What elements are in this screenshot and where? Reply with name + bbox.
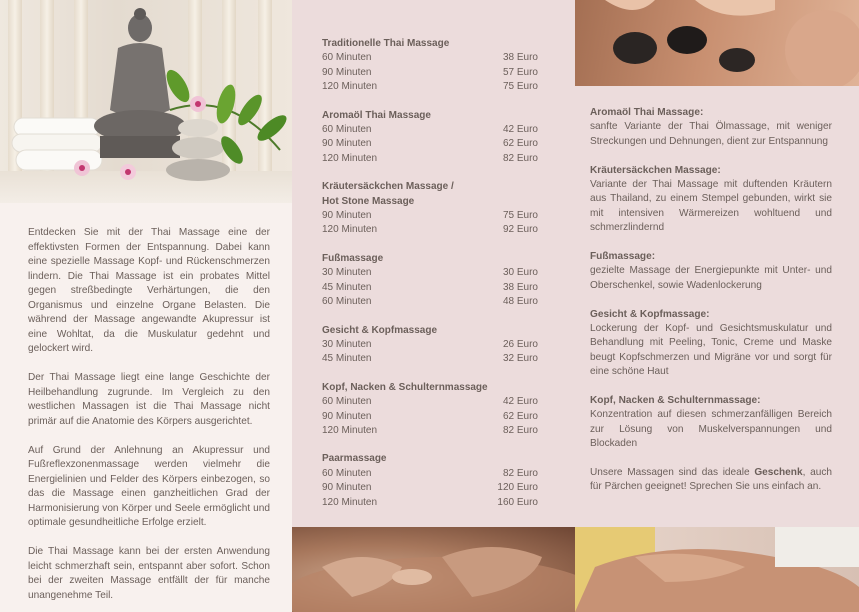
price-group bbox=[322, 37, 538, 95]
price-row bbox=[322, 295, 538, 309]
price-row bbox=[322, 352, 538, 366]
price-row bbox=[322, 281, 538, 295]
intro-paragraph: Entdecken Sie mit der Thai Massage eine der effektivsten Formen der Entspannung. Dabei kann eine spezielle Massage Kopf- und Rückenschmerzen lindern. Die Thai Massage ist ein probates Mittel gegen streßbedingte Verhärtungen, die den Organismus und einzelne Organe Belasten. Die während der Massage angewandte Akupressur ist eine Wohltat, da die Muskulatur gedehnt und gelockert wird. bbox=[28, 227, 270, 354]
price-group bbox=[322, 324, 538, 367]
price-row bbox=[322, 410, 538, 424]
price-row bbox=[322, 209, 538, 223]
duration: 90 Minuten bbox=[322, 138, 372, 150]
description-heading: Kräutersäckchen Massage: bbox=[590, 164, 721, 176]
price-group-title: Paarmassage bbox=[322, 453, 387, 465]
price: 82 Euro bbox=[502, 424, 538, 436]
price-row bbox=[322, 137, 538, 151]
intro-paragraph: Auf Grund der Anlehnung an Akupressur und Fußreflexzonenmassage werden vielmehr die Energielinien und Felder des Körpers einbezogen, so das die Massage einen ganzheitlichen Grad der Harmonisierung von Körper und Seele ermöglicht und optimale gesundheitliche Erfolge erzielt. bbox=[28, 444, 270, 528]
back-massage-photo bbox=[292, 527, 575, 612]
left-column bbox=[0, 0, 292, 612]
description-text: Variante der Thai Massage mit duftenden Kräutern aus Thailand, zu einem Stempel gebunden, wirkt sie mit intensiven Wärmereizen wohltuend und schmerzlindernd bbox=[590, 179, 832, 234]
intro-paragraph: Die Thai Massage kann bei der ersten Anwendung leicht schmerzhaft sein, entspannt aber sofort. Schon bei der zweiten Massage entfällt der für manche unangenehme Teil. bbox=[28, 546, 270, 601]
price: 42 Euro bbox=[502, 396, 538, 408]
description-text: gezielte Massage der Energiepunkte mit Unter- und Oberschenkel, sowie Wadenlockerung bbox=[590, 265, 832, 291]
duration: 45 Minuten bbox=[322, 281, 372, 293]
price-row bbox=[322, 80, 538, 94]
price-group-title: Aromaöl Thai Massage bbox=[322, 109, 431, 121]
duration: 90 Minuten bbox=[322, 482, 372, 494]
price-group bbox=[322, 109, 538, 167]
price-row bbox=[322, 123, 538, 137]
price-group bbox=[322, 381, 538, 439]
middle-column bbox=[292, 0, 575, 612]
price: 120 Euro bbox=[497, 482, 538, 494]
price-row bbox=[322, 338, 538, 352]
description-block bbox=[590, 164, 832, 236]
price-row bbox=[322, 66, 538, 80]
price: 32 Euro bbox=[502, 353, 538, 365]
price-row bbox=[322, 481, 538, 495]
price: 92 Euro bbox=[502, 224, 538, 236]
description-text: Lockerung der Kopf- und Gesichtsmuskulatur und Behandlung mit Peeling, Tonic, Creme und Maske beugt Kopfschmerzen und Migräne vor und sorgt für eine schöne Haut bbox=[590, 323, 832, 378]
duration: 90 Minuten bbox=[322, 210, 372, 222]
price: 38 Euro bbox=[502, 52, 538, 64]
price-row bbox=[322, 496, 538, 510]
duration: 60 Minuten bbox=[322, 296, 372, 308]
price: 48 Euro bbox=[502, 296, 538, 308]
buddha-spa-photo bbox=[0, 0, 292, 203]
price-group bbox=[322, 180, 538, 238]
duration: 60 Minuten bbox=[322, 52, 372, 64]
price: 62 Euro bbox=[502, 138, 538, 150]
price: 30 Euro bbox=[502, 267, 538, 279]
description-heading: Kopf, Nacken & Schulternmassage: bbox=[590, 395, 761, 407]
duration: 120 Minuten bbox=[322, 224, 378, 236]
duration: 120 Minuten bbox=[322, 81, 378, 93]
price-group-title: Hot Stone Massage bbox=[322, 195, 415, 207]
duration: 120 Minuten bbox=[322, 496, 378, 508]
price: 75 Euro bbox=[502, 81, 538, 93]
couple-massage-photo bbox=[575, 527, 859, 612]
description-block bbox=[590, 394, 832, 452]
intro-paragraph: Der Thai Massage liegt eine lange Geschichte der Heilbehandlung zugrunde. Im Vergleich zu den westlichen Massagen ist die Thai Massage nicht primär auf die Anatomie des Körpers ausgerichtet. bbox=[28, 372, 270, 427]
massage-descriptions bbox=[590, 106, 832, 495]
price-group-title: Kopf, Nacken & Schulternmassage bbox=[322, 381, 488, 393]
price: 26 Euro bbox=[502, 338, 538, 350]
price-group-title: Fußmassage bbox=[322, 252, 384, 264]
price: 75 Euro bbox=[502, 210, 538, 222]
price: 160 Euro bbox=[497, 496, 538, 508]
duration: 90 Minuten bbox=[322, 410, 372, 422]
closing-text bbox=[590, 466, 832, 495]
price-row bbox=[322, 424, 538, 438]
duration: 90 Minuten bbox=[322, 66, 372, 78]
description-text: sanfte Variante der Thai Ölmassage, mit weniger Streckungen und Dehnungen, dient zur Entspannung bbox=[590, 121, 832, 147]
description-heading: Gesicht & Kopfmassage: bbox=[590, 308, 710, 320]
price: 82 Euro bbox=[502, 152, 538, 164]
price-row bbox=[322, 467, 538, 481]
price-row bbox=[322, 223, 538, 237]
price: 57 Euro bbox=[502, 66, 538, 78]
buddha-illustration bbox=[0, 0, 292, 203]
duration: 120 Minuten bbox=[322, 424, 378, 436]
closing-post: , auch für Pärchen geeignet! Sprechen Sie uns einfach an. bbox=[590, 467, 832, 493]
price: 42 Euro bbox=[502, 124, 538, 136]
price-group-title: Kräutersäckchen Massage / bbox=[322, 181, 454, 193]
description-heading: Aromaöl Thai Massage: bbox=[590, 107, 704, 118]
duration: 60 Minuten bbox=[322, 124, 372, 136]
price-group-title: Traditionelle Thai Massage bbox=[322, 38, 450, 49]
price-list bbox=[322, 37, 538, 524]
price: 82 Euro bbox=[502, 467, 538, 479]
duration: 30 Minuten bbox=[322, 338, 372, 350]
duration: 60 Minuten bbox=[322, 467, 372, 479]
closing-highlight: Geschenk bbox=[754, 467, 803, 479]
duration: 45 Minuten bbox=[322, 353, 372, 365]
description-text: Konzentration auf diesen schmerzanfälligen Bereich zur Lösung von Muskelverspannungen und Blockaden bbox=[590, 409, 832, 450]
description-heading: Fußmassage: bbox=[590, 251, 656, 263]
duration: 60 Minuten bbox=[322, 396, 372, 408]
price-group-title: Gesicht & Kopfmassage bbox=[322, 324, 438, 336]
price: 62 Euro bbox=[502, 410, 538, 422]
description-block bbox=[590, 106, 832, 149]
price-row bbox=[322, 51, 538, 65]
duration: 120 Minuten bbox=[322, 152, 378, 164]
price-group bbox=[322, 452, 538, 510]
price: 38 Euro bbox=[502, 281, 538, 293]
price-row bbox=[322, 266, 538, 280]
description-block bbox=[590, 250, 832, 293]
price-row bbox=[322, 152, 538, 166]
price-row bbox=[322, 395, 538, 409]
duration: 30 Minuten bbox=[322, 267, 372, 279]
closing-pre: Unsere Massagen sind das ideale bbox=[590, 467, 755, 479]
description-block bbox=[590, 308, 832, 380]
hot-stone-photo bbox=[575, 0, 859, 86]
intro-text bbox=[28, 226, 270, 612]
price-group bbox=[322, 252, 538, 310]
